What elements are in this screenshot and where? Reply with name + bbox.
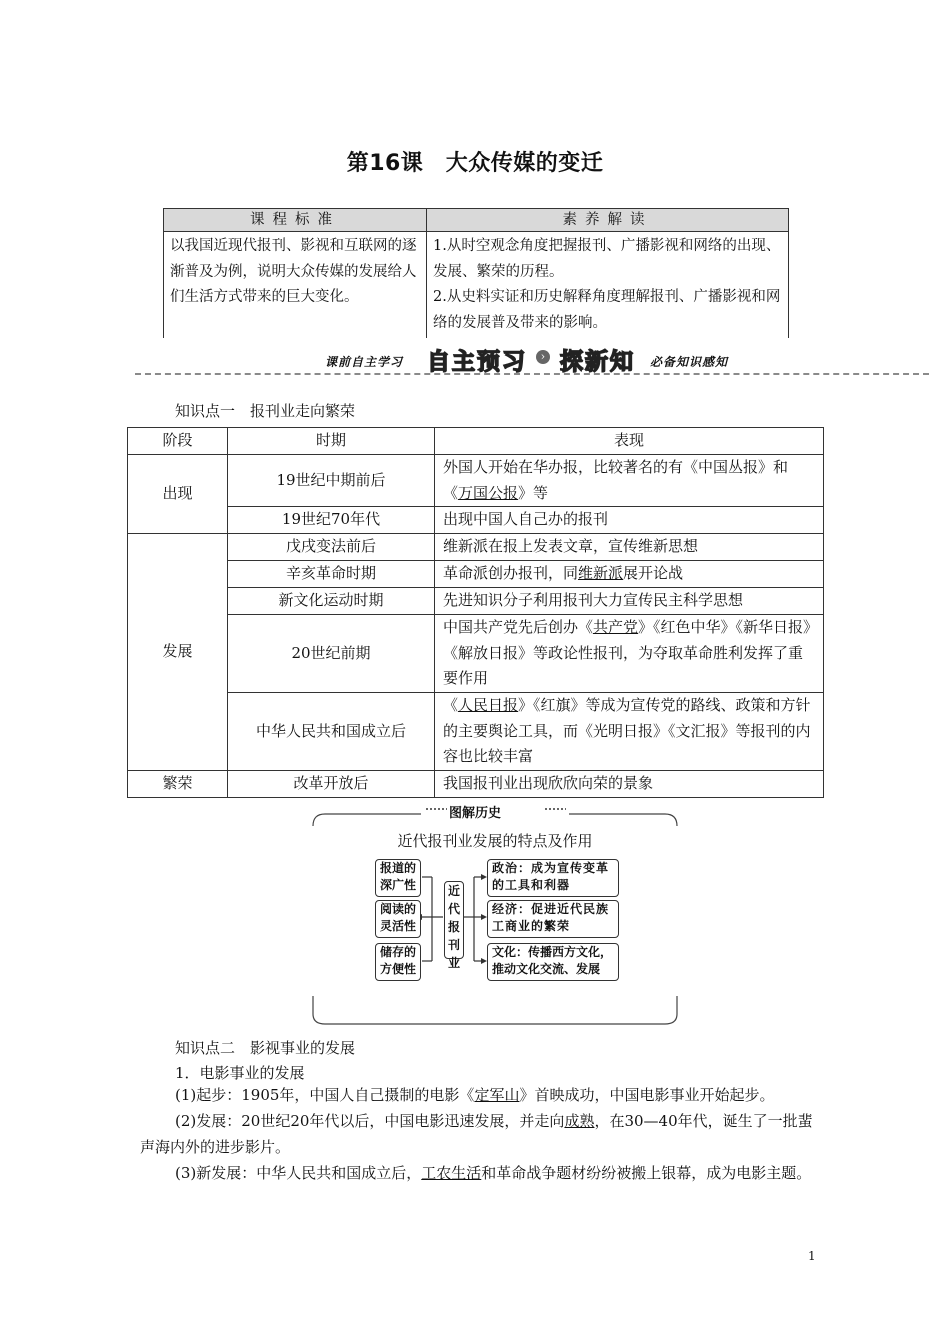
- feature-box-depth: 报道的深广性: [375, 859, 421, 897]
- col-header-period: 时期: [228, 428, 435, 455]
- effect-box-economy: 经济：促进近代民族工商业的繁荣: [487, 900, 619, 938]
- standards-table: [163, 208, 789, 338]
- banner-left-label: 课前自主学习: [325, 355, 404, 369]
- subsection-heading: 1．电影事业的发展: [175, 1064, 305, 1082]
- banner-right-label: 必备知识感知: [650, 355, 729, 369]
- section-banner: [135, 343, 929, 377]
- knowledge-point-1-heading: 知识点一 报刊业走向繁荣: [175, 402, 356, 420]
- page-number: 1: [808, 1249, 816, 1263]
- desc-cell: 外国人开始在华办报，比较著名的有《中国丛报》和《万国公报》等: [435, 455, 824, 507]
- paragraph-new-development: (3)新发展：中华人民共和国成立后，工农生活和革命战争题材纷纷被搬上银幕，成为电影主题。: [175, 1164, 812, 1182]
- period-cell: 19世纪中期前后: [228, 455, 435, 507]
- col-header-stage: 阶段: [128, 428, 228, 455]
- diagram-caption: 近代报刊业发展的特点及作用: [397, 832, 593, 850]
- desc-cell: 《人民日报》《红旗》等成为宣传党的路线、政策和方针的主要舆论工具，而《光明日报》《文汇报》等报刊的内容也比较丰富: [435, 693, 824, 771]
- diagram-tag: 图解历史: [449, 806, 502, 821]
- literacy-header: 素养解读: [427, 209, 789, 232]
- period-cell: 新文化运动时期: [228, 588, 435, 615]
- press-history-table: [127, 427, 824, 798]
- banner-arrow-icon: ›: [536, 350, 550, 364]
- period-cell: 19世纪70年代: [228, 507, 435, 534]
- center-box-press: 近代报刊业: [444, 881, 464, 959]
- banner-title-1: 自主预习: [427, 349, 527, 375]
- literacy-item-1: 1.从时空观念角度把握报刊、广播影视和网络的出现、发展、繁荣的历程。: [433, 238, 781, 280]
- period-cell: 20世纪前期: [228, 615, 435, 693]
- stage-cell: 繁荣: [128, 771, 228, 798]
- paragraph-start: (1)起步：1905年，中国人自己摄制的电影《定军山》首映成功，中国电影事业开始起步。: [175, 1086, 775, 1104]
- desc-cell: 出现中国人自己办的报刊: [435, 507, 824, 534]
- desc-cell: 革命派创办报刊，同维新派展开论战: [435, 561, 824, 588]
- page-title: 第16课 大众传媒的变迁: [346, 151, 604, 176]
- standards-header: 课程标准: [164, 209, 427, 232]
- desc-cell: 维新派在报上发表文章，宣传维新思想: [435, 534, 824, 561]
- col-header-desc: 表现: [435, 428, 824, 455]
- period-cell: 戊戌变法前后: [228, 534, 435, 561]
- desc-cell: 中国共产党先后创办《共产党》《红色中华》《新华日报》《解放日报》等政论性报刊，为夺取革命胜利发挥了重要作用: [435, 615, 824, 693]
- knowledge-point-2-heading: 知识点二 影视事业的发展: [175, 1039, 356, 1057]
- period-cell: 改革开放后: [228, 771, 435, 798]
- feature-box-storage: 储存的方便性: [375, 943, 421, 981]
- stage-cell: 出现: [128, 455, 228, 534]
- desc-cell: 我国报刊业出现欣欣向荣的景象: [435, 771, 824, 798]
- period-cell: 中华人民共和国成立后: [228, 693, 435, 771]
- literacy-content: [427, 232, 789, 339]
- effect-box-culture: 文化：传播西方文化，推动文化交流、发展: [487, 943, 619, 981]
- banner-divider: [135, 373, 929, 375]
- feature-box-flexibility: 阅读的灵活性: [375, 900, 421, 938]
- effect-box-politics: 政治：成为宣传变革的工具和利器: [487, 859, 619, 897]
- banner-title-2: 探新知: [560, 349, 635, 375]
- standards-content: 以我国近现代报刊、影视和互联网的逐渐普及为例，说明大众传媒的发展给人们生活方式带来的巨大变化。: [164, 232, 427, 339]
- period-cell: 辛亥革命时期: [228, 561, 435, 588]
- stage-cell: 发展: [128, 534, 228, 771]
- literacy-item-2: 2.从史料实证和历史解释角度理解报刊、广播影视和网络的发展普及带来的影响。: [433, 289, 781, 331]
- press-diagram: [311, 806, 679, 1026]
- paragraph-development: (2)发展：20世纪20年代以后，中国电影迅速发展，并走向成熟，在30—40年代，诞生了一批蜚声海内外的进步影片。: [140, 1112, 813, 1156]
- desc-cell: 先进知识分子利用报刊大力宣传民主科学思想: [435, 588, 824, 615]
